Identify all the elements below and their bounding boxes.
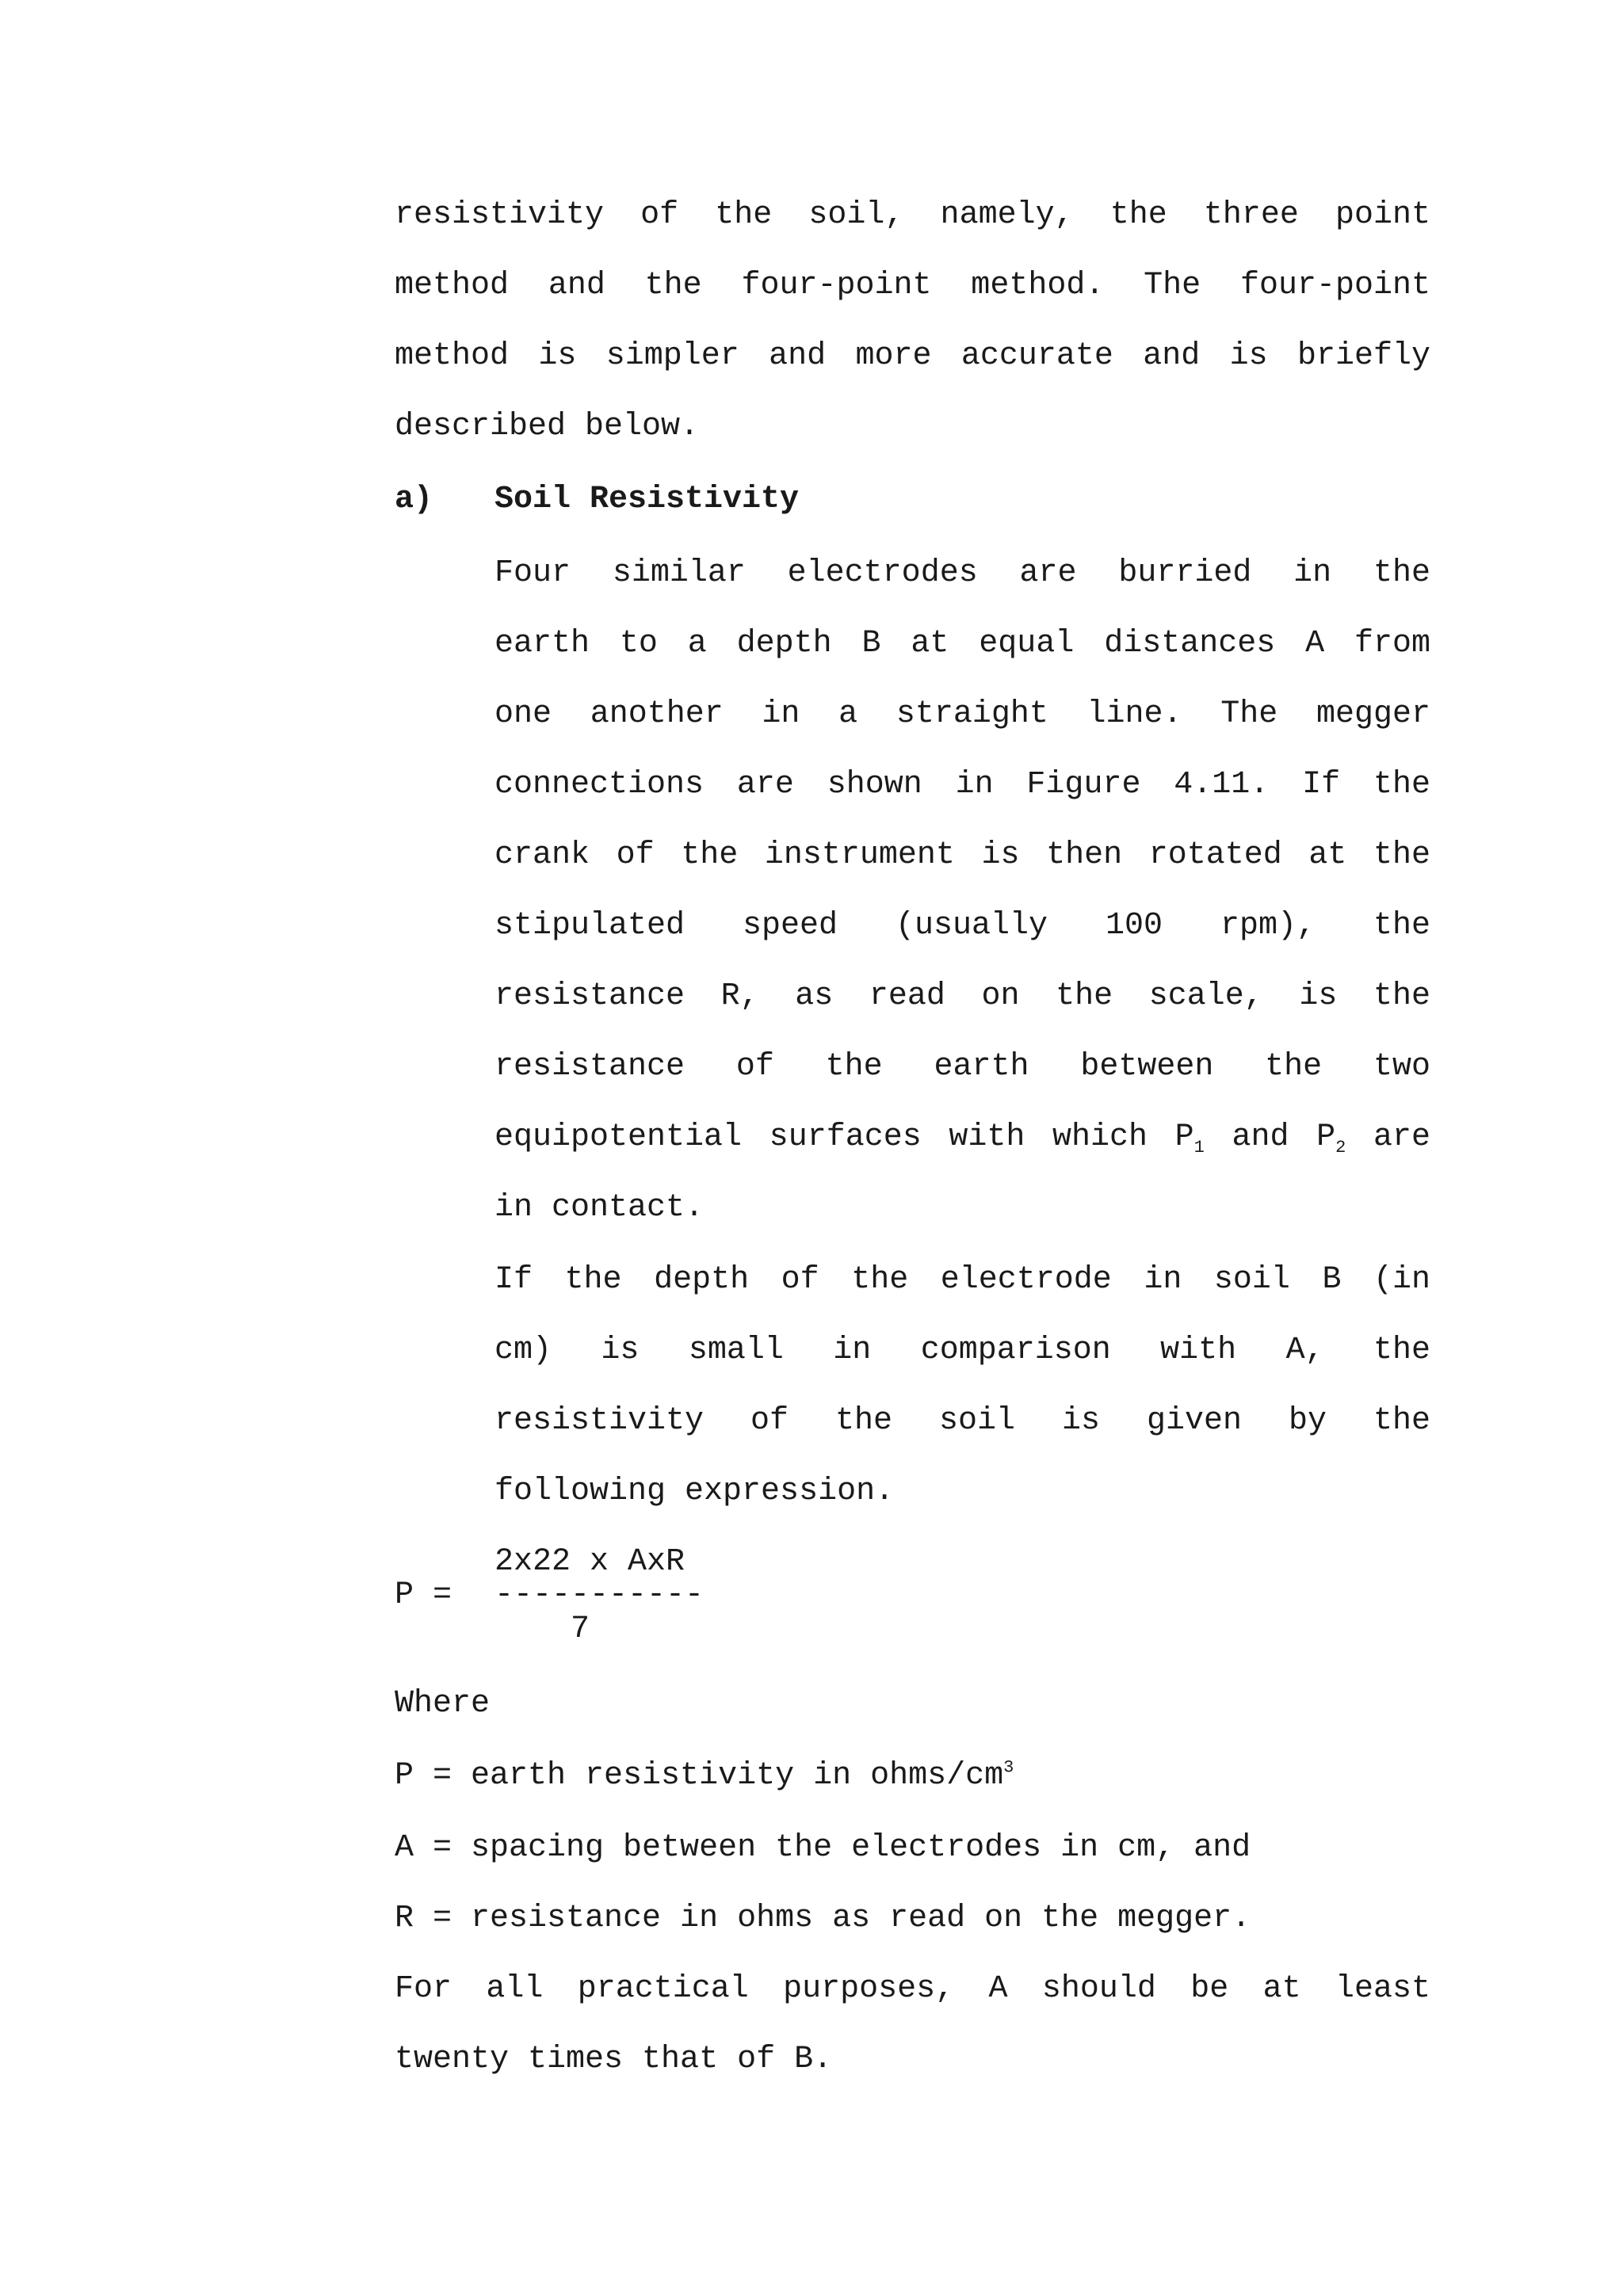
para1-line-8: resistance of the earth between the two bbox=[495, 1049, 1430, 1085]
formula-numerator: 2x22 x AxR bbox=[495, 1544, 685, 1580]
formula-fraction-bar: ----------- bbox=[495, 1577, 705, 1613]
para1-line-2: earth to a depth B at equal distances A from bbox=[495, 626, 1430, 662]
para1-line-7: resistance R, as read on the scale, is the bbox=[495, 978, 1430, 1014]
p-definition bbox=[395, 1757, 1014, 1795]
section-marker: a) bbox=[395, 482, 433, 517]
para2-line-2: cm) is small in comparison with A, the bbox=[495, 1333, 1430, 1368]
para1-line-9-part-a: equipotential surfaces with which P bbox=[495, 1119, 1194, 1155]
intro-line-3: method is simpler and more accurate and is briefly bbox=[395, 338, 1430, 374]
intro-line-4: described below. bbox=[395, 409, 700, 444]
para1-line-1: Four similar electrodes are burried in the bbox=[495, 555, 1430, 591]
subscript-1: 1 bbox=[1193, 1138, 1205, 1158]
closing-line-1: For all practical purposes, A should be at least bbox=[395, 1971, 1430, 2007]
para1-line-10: in contact. bbox=[495, 1190, 705, 1226]
formula-denominator: 7 bbox=[571, 1611, 590, 1647]
para1-line-6: stipulated speed (usually 100 rpm), the bbox=[495, 908, 1430, 944]
where-label: Where bbox=[395, 1686, 491, 1722]
section-title: Soil Resistivity bbox=[495, 482, 800, 517]
para1-line-5: crank of the instrument is then rotated at the bbox=[495, 837, 1430, 873]
para1-line-4: connections are shown in Figure 4.11. If the bbox=[495, 767, 1430, 803]
p-definition-text: P = earth resistivity in ohms/cm bbox=[395, 1758, 1004, 1794]
para1-line-9-part-b: and P bbox=[1204, 1119, 1336, 1155]
r-definition: R = resistance in ohms as read on the megger. bbox=[395, 1901, 1251, 1936]
para1-line-9-part-c: are bbox=[1346, 1119, 1431, 1155]
para1-line-9 bbox=[495, 1119, 1430, 1157]
intro-line-2: method and the four-point method. The four-point bbox=[395, 268, 1430, 303]
superscript-3: 3 bbox=[1003, 1757, 1014, 1778]
closing-line-2: twenty times that of B. bbox=[395, 2042, 833, 2077]
subscript-2: 2 bbox=[1335, 1138, 1346, 1158]
para1-line-3: one another in a straight line. The megger bbox=[495, 696, 1430, 732]
a-definition: A = spacing between the electrodes in cm, and bbox=[395, 1830, 1251, 1866]
formula-lhs: P = bbox=[395, 1577, 453, 1613]
para2-line-1: If the depth of the electrode in soil B (in bbox=[495, 1262, 1430, 1298]
para2-line-3: resistivity of the soil is given by the bbox=[495, 1403, 1430, 1439]
intro-line-1: resistivity of the soil, namely, the three point bbox=[395, 197, 1430, 233]
para2-line-4: following expression. bbox=[495, 1474, 895, 1509]
